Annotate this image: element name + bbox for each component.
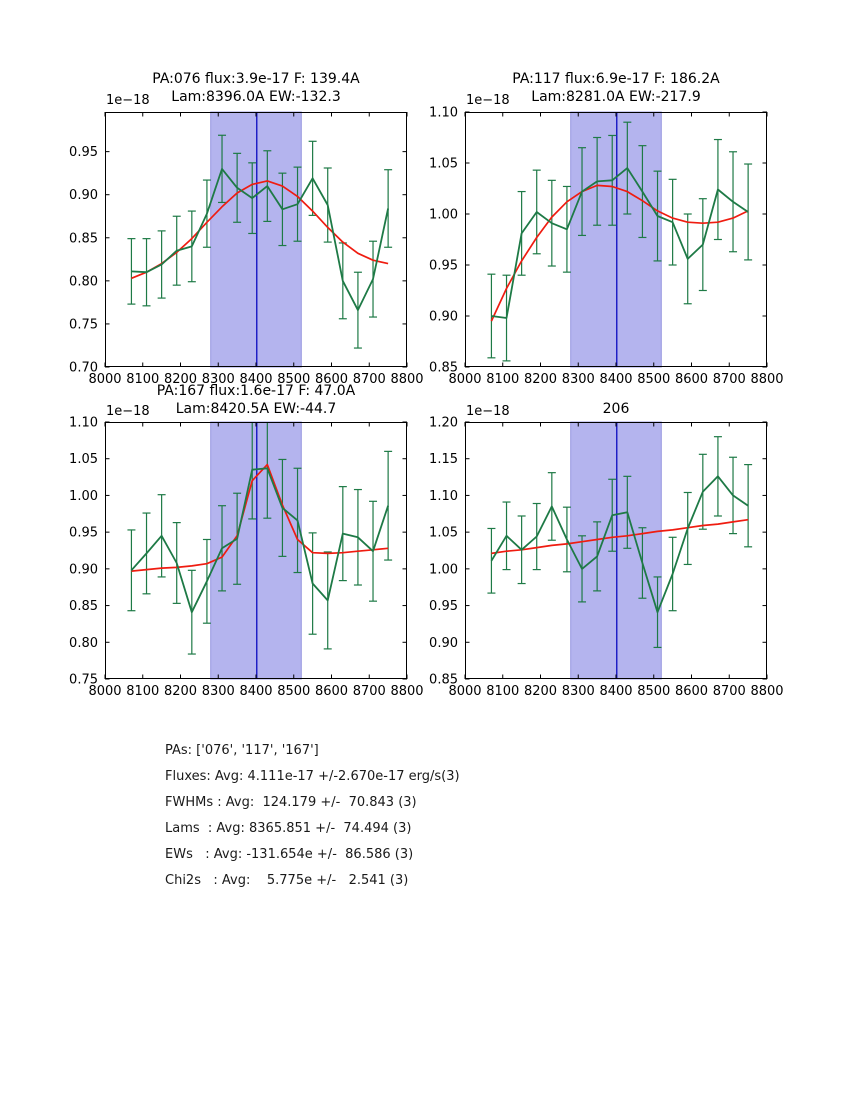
plot-title-1-line1: PA:117 flux:6.9e-17 F: 186.2A: [512, 71, 720, 87]
x-tick-label: 8600: [674, 372, 709, 387]
y-tick-label: 1.05: [69, 452, 98, 468]
x-tick-label: 8100: [126, 684, 160, 699]
y-tick-label: 0.70: [69, 360, 98, 376]
x-tick-label: 8100: [126, 372, 160, 387]
y-tick-label: 0.80: [69, 274, 98, 290]
x-tick-label: 8400: [599, 372, 633, 387]
x-tick-label: 8700: [712, 372, 746, 387]
x-tick-label: 8000: [88, 684, 122, 699]
band-region: [571, 112, 662, 367]
axis-offset-label-3: 1e−18: [466, 404, 510, 419]
plot-panel-3: [429, 415, 784, 699]
stats-line-pas: PAs: ['076', '117', '167']: [165, 743, 319, 758]
y-tick-label: 0.95: [69, 525, 98, 541]
y-tick-label: 0.90: [429, 635, 458, 651]
plot-panel-2: [69, 415, 424, 699]
y-tick-label: 1.10: [69, 415, 98, 431]
plot-title-0-line1: PA:076 flux:3.9e-17 F: 139.4A: [152, 71, 360, 87]
axis-offset-label-1: 1e−18: [466, 93, 510, 108]
x-tick-label: 8800: [390, 684, 424, 699]
stats-line-chi2s: Chi2s : Avg: 5.775e +/- 2.541 (3): [165, 873, 409, 888]
band-region: [211, 112, 302, 367]
y-tick-label: 0.75: [69, 672, 98, 688]
y-tick-label: 1.10: [429, 105, 458, 121]
y-tick-label: 0.85: [69, 231, 98, 247]
x-tick-label: 8600: [314, 372, 349, 387]
x-tick-label: 8500: [637, 684, 671, 699]
x-tick-label: 8700: [712, 684, 746, 699]
x-tick-label: 8200: [523, 684, 558, 699]
x-tick-label: 8300: [561, 684, 595, 699]
y-tick-label: 1.10: [429, 488, 458, 504]
x-tick-label: 8100: [486, 372, 520, 387]
x-tick-label: 8000: [88, 372, 122, 387]
x-tick-label: 8200: [163, 684, 198, 699]
y-tick-label: 1.20: [429, 415, 458, 431]
x-tick-label: 8100: [486, 684, 520, 699]
x-tick-label: 8500: [637, 372, 671, 387]
stats-line-ews: EWs : Avg: -131.654e +/- 86.586 (3): [165, 847, 414, 862]
x-tick-label: 8500: [277, 372, 311, 387]
x-tick-label: 8500: [277, 684, 311, 699]
x-tick-label: 8700: [352, 372, 386, 387]
x-tick-label: 8400: [239, 684, 273, 699]
axis-offset-label-0: 1e−18: [106, 93, 150, 108]
y-tick-label: 1.05: [429, 525, 458, 541]
plot-panel-0: [69, 112, 424, 387]
band-region: [211, 422, 302, 679]
stats-line-fluxes: Fluxes: Avg: 4.111e-17 +/-2.670e-17 erg/s(3): [165, 769, 460, 784]
plot-title-3: [465, 400, 767, 418]
x-tick-label: 8300: [201, 684, 235, 699]
y-tick-label: 1.00: [69, 488, 98, 504]
y-tick-label: 1.00: [429, 207, 458, 223]
y-tick-label: 1.15: [429, 452, 458, 468]
x-tick-label: 8400: [599, 684, 633, 699]
plot-title-0-line2: Lam:8396.0A EW:-132.3: [171, 89, 341, 105]
x-tick-label: 8800: [750, 372, 784, 387]
x-tick-label: 8600: [674, 684, 709, 699]
plot-title-2-line1: PA:167 flux:1.6e-17 F: 47.0A: [156, 383, 356, 399]
plot-title-2: [105, 382, 407, 418]
y-tick-label: 1.05: [429, 156, 458, 172]
stats-line-fwhms: FWHMs : Avg: 124.179 +/- 70.843 (3): [165, 795, 417, 810]
x-tick-label: 8800: [750, 684, 784, 699]
y-tick-label: 0.95: [429, 258, 458, 274]
stats-line-lams: Lams : Avg: 8365.851 +/- 74.494 (3): [165, 821, 412, 836]
x-tick-label: 8000: [448, 372, 482, 387]
y-tick-label: 1.00: [429, 562, 458, 578]
x-tick-label: 8200: [523, 372, 558, 387]
plot-title-3-line1: 206: [602, 401, 630, 417]
x-tick-label: 8300: [201, 372, 235, 387]
x-tick-label: 8700: [352, 684, 386, 699]
y-tick-label: 0.90: [429, 309, 458, 325]
y-tick-label: 0.90: [69, 188, 98, 204]
band-region: [571, 422, 662, 679]
y-tick-label: 0.95: [429, 599, 458, 615]
x-tick-label: 8600: [314, 684, 349, 699]
plot-title-1-line2: Lam:8281.0A EW:-217.9: [531, 89, 701, 105]
y-tick-label: 0.75: [69, 317, 98, 333]
x-tick-label: 8300: [561, 372, 595, 387]
y-tick-label: 0.85: [69, 599, 98, 615]
x-tick-label: 8800: [390, 372, 424, 387]
plot-panel-1: [429, 105, 784, 387]
y-tick-label: 0.90: [69, 562, 98, 578]
plot-title-2-line2: Lam:8420.5A EW:-44.7: [175, 401, 337, 417]
x-tick-label: 8000: [448, 684, 482, 699]
plot-title-0: [105, 70, 407, 106]
x-tick-label: 8400: [239, 372, 273, 387]
axis-offset-label-2: 1e−18: [106, 404, 150, 419]
x-tick-label: 8200: [163, 372, 198, 387]
stats-block: [165, 743, 460, 899]
y-tick-label: 0.85: [429, 360, 458, 376]
y-tick-label: 0.95: [69, 145, 98, 161]
plot-title-1: [465, 70, 767, 106]
y-tick-label: 0.80: [69, 635, 98, 651]
y-tick-label: 0.85: [429, 672, 458, 688]
